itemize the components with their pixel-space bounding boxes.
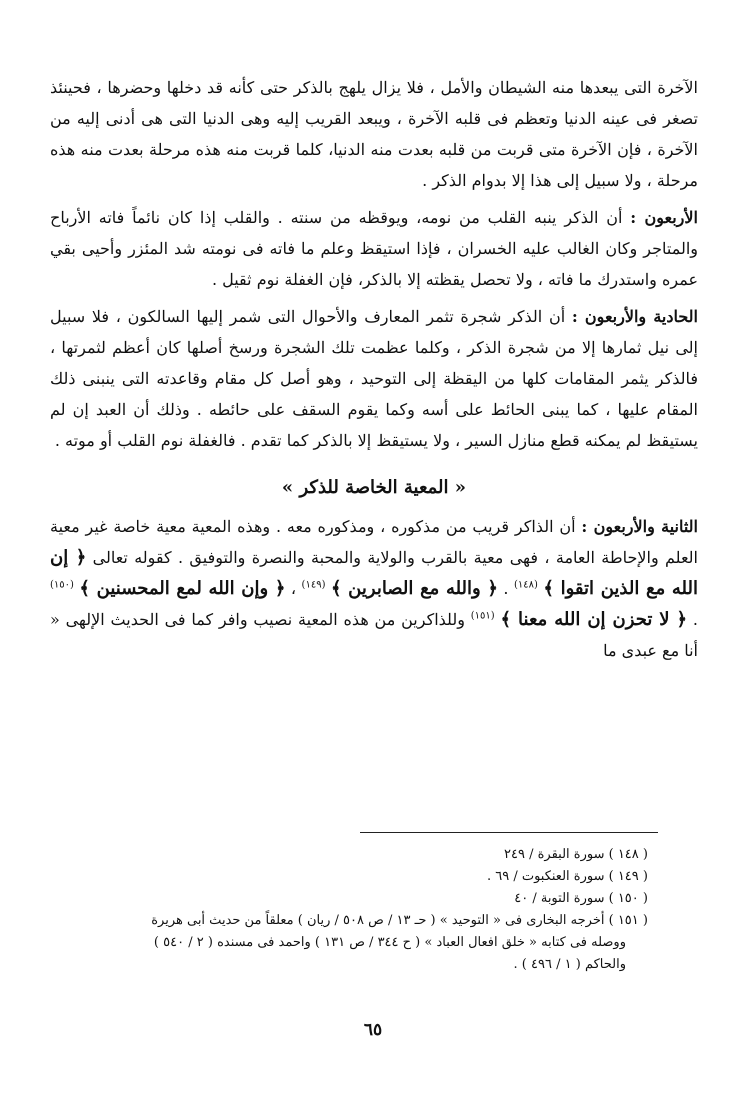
- footnote-ref-151: (١٥١): [470, 610, 495, 622]
- paragraph-42-text: أن الذاكر قريب من مذكوره ، ومذكوره معه . وهذه المعية معية خاصة غير معية العلم والإحاطة العامة ، فهى معية بالقرب والولاية والمحبة والنصرة والتوفيق . كقوله تعالى: [50, 517, 698, 567]
- footnotes: [50, 844, 648, 976]
- page-number: ٦٥: [363, 1020, 383, 1040]
- footnote-ref-149: (١٤٩): [301, 579, 326, 591]
- paragraph-1: الآخرة التى يبعدها منه الشيطان والأمل ، فلا يزال يلهج بالذكر حتى كأنه قد دخلها وحضرها ، فحينئذ تصغر فى عينه الدنيا وتعظم فى قلبه الآخرة ، ويبعد القريب إليه وهى الدنيا التى هى أدنى إليه من الآخرة ، فإن الآخرة متى قربت من قلبه بعدت منه الدنيا، كلما قربت منه هذه مرحلة بعدت منه هذه مرحلة ، ولا سبيل إلى هذا إلا بدوام الذكر .: [50, 78, 698, 190]
- footnote-ref-148: (١٤٨): [514, 579, 538, 591]
- paragraph-40: [50, 202, 698, 295]
- paragraph-42: الثانية والأربعون : أن الذاكر قريب من مذكوره ، ومذكوره معه . وهذه المعية معية خاصة غير معية العلم والإحاطة العامة ، فهى معية بالقرب والولاية والمحبة والنصرة والتوفيق . كقوله تعالى ﴿ إن الله مع الذين اتقوا ﴾ $^{(١٤٨)}$ . ﴿ والله مع الصابرين ﴾ $^{(١٤٩)}$ ، ﴿ وإن الله لمع المحسنين ﴾ $^{(١٥٠)}$ . ﴿ لا تحزن إن الله معنا ﴾ $^{(١٥١)}$ وللذاكرين من هذه المعية نصيب وافر كما فى الحديث الإلهى « أنا مع عبدى ما: [50, 517, 698, 660]
- paragraph-41-label: الحادية والأربعون :: [571, 307, 699, 326]
- footnote-148: ( ١٤٨ ) سورة البقرة / ٢٤٩: [504, 847, 648, 862]
- footnote-divider: [360, 832, 658, 833]
- footnote-149: ( ١٤٩ ) سورة العنكبوت / ٦٩ .: [486, 869, 648, 884]
- footnote-151: ( ١٥١ ) أخرجه البخارى فى « التوحيد » ( حـ ١٣ / ص ٥٠٨ / ريان ) معلقاً من حديث أبى هريرة: [151, 913, 648, 928]
- paragraph-42-text-end: وللذاكرين من هذه المعية نصيب وافر كما فى الحديث الإلهى « أنا مع عبدى ما: [50, 610, 698, 660]
- paragraph-41: [50, 301, 698, 456]
- quran-quote-3: ﴿ وإن الله لمع المحسنين ﴾: [79, 578, 286, 599]
- footnote-151-continued: ووصله فى كتابه « خلق افعال العباد » ( ح ٣٤٤ / ص ١٣١ ) واحمد فى مسنده ( ٢ / ٥٤٠ ): [153, 935, 626, 950]
- main-text: [50, 72, 698, 666]
- footnote-150: ( ١٥٠ ) سورة التوبة / ٤٠: [514, 891, 648, 906]
- paragraph-42-label: الثانية والأربعون :: [581, 517, 698, 536]
- footnote-151-end: والحاكم ( ١ / ٤٩٦ ) .: [513, 957, 626, 972]
- paragraph-41-text: أن الذكر شجرة تثمر المعارف والأحوال التى شمر إليها السالكون ، فلا سبيل إلى نيل ثمارها إلا من شجرة الذكر ، وكلما عظمت تلك الشجرة ورسخ أصلها كان أعظم لثمرتها ، فالذكر يثمر المقامات كلها من اليقظة إلى التوحيد ، وهو أصل كل مقام وقاعدته التى ينبنى ذلك المقام عليها ، كما يبنى الحائط على أسه وكما يقوم السقف على حائطه . وذلك أن العبد إن لم يستيقظ لم يمكنه قطع منازل السير ، ولا يستيقظ إلا بالذكر كما تقدم . فالغفلة نوم القلب أو موته .: [50, 307, 698, 450]
- quran-quote-2: ﴿ والله مع الصابرين ﴾: [330, 578, 498, 599]
- paragraph-40-label: الأربعون :: [630, 208, 698, 227]
- footnote-ref-150: (١٥٠): [50, 579, 74, 591]
- quran-quote-4: ﴿ لا تحزن إن الله معنا ﴾: [500, 609, 688, 630]
- quran-quote-1: ﴿ إن الله مع الذين اتقوا ﴾: [50, 547, 698, 599]
- paragraph-40-text: أن الذكر ينبه القلب من نومه، ويوقظه من سنته . والقلب إذا كان نائماً فاته الأرباح والمتاجر وكان الغالب عليه الخسران ، فإذا استيقظ وعلم ما فاته فى نومته شد المئزر وأحيى بقي عمره واستدرك ما فاته ، ولا تحصل يقظته إلا بالذكر، فإن الغفلة نوم ثقيل .: [50, 208, 698, 289]
- section-heading: « المعية الخاصة للذكر »: [281, 477, 467, 498]
